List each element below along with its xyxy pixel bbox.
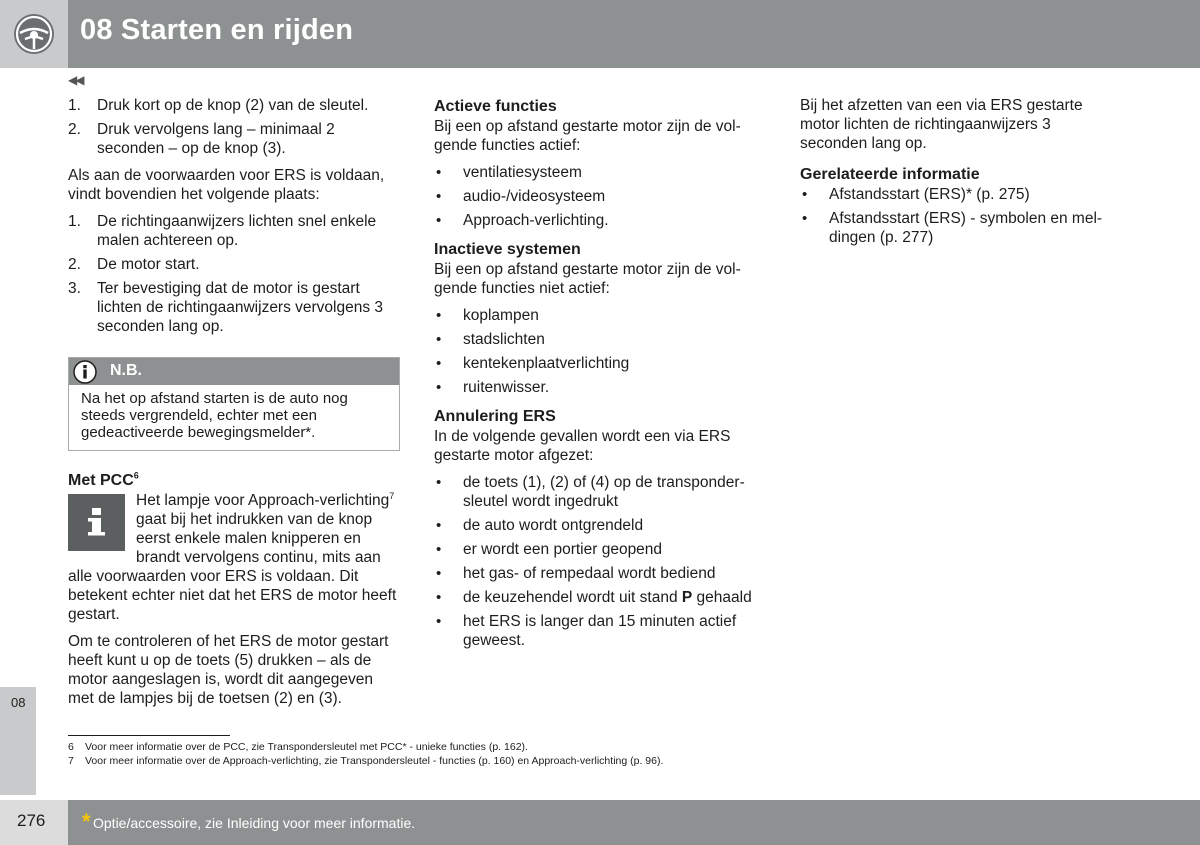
chapter-side-tab bbox=[0, 687, 36, 795]
list-item bbox=[68, 279, 400, 336]
back-nav-icon[interactable]: ◀◀ bbox=[68, 73, 83, 87]
step-text: De motor start. bbox=[97, 256, 200, 273]
step-text: Druk vervolgens lang – minimaal 2 seconden – op de knop (3). bbox=[97, 121, 335, 157]
list-item: • er wordt een portier geopend bbox=[434, 540, 764, 559]
list-item: • het gas- of rempedaal wordt bediend bbox=[434, 564, 764, 583]
step-text: Ter bevestiging dat de motor is gestart lichten de richtingaanwijzers vervolgens 3 seconden lang op. bbox=[97, 280, 384, 335]
footnote-number: 6 bbox=[68, 741, 74, 753]
list-item: • ventilatiesysteem bbox=[434, 163, 764, 182]
list-item: • de toets (1), (2) of (4) op de transpondersleutel wordt ingedrukt bbox=[434, 473, 764, 511]
column-2 bbox=[434, 96, 764, 658]
related-link[interactable]: • Afstandsstart (ERS)* (p. 275) bbox=[800, 185, 1120, 204]
pcc-block bbox=[68, 491, 400, 708]
footnote bbox=[68, 754, 663, 768]
info-symbol-box bbox=[68, 494, 125, 551]
list-item: • koplampen bbox=[434, 306, 764, 325]
column-3 bbox=[800, 96, 1120, 255]
cancel-ers-list bbox=[434, 473, 764, 650]
active-functions-list bbox=[434, 163, 764, 230]
pcc-text: Het lampje voor Approach-verlichting bbox=[136, 492, 390, 509]
pcc-heading-text: Met PCC bbox=[68, 472, 134, 489]
list-item: • het ERS is langer dan 15 minuten actief geweest. bbox=[434, 612, 764, 650]
note-box bbox=[68, 357, 400, 451]
active-functions-paragraph: Bij een op afstand gestarte motor zijn de volgende functies actief: bbox=[434, 118, 741, 154]
related-info-heading: Gerelateerde informatie bbox=[800, 166, 980, 183]
note-body: Na het op afstand starten is de auto nog steeds vergrendeld, echter met een gedeactiveerde bewegingsmelder*. bbox=[81, 390, 348, 441]
step-text: De richtingaanwijzers lichten snel enkele malen achtereen op. bbox=[97, 213, 377, 249]
info-icon bbox=[68, 494, 125, 551]
inactive-systems-list bbox=[434, 306, 764, 397]
footnote-ref: 7 bbox=[389, 490, 395, 501]
footnotes bbox=[68, 740, 663, 768]
chapter-title: 08 Starten en rijden bbox=[80, 14, 354, 46]
footnote-ref: 6 bbox=[133, 470, 139, 481]
step-number: 2. bbox=[68, 121, 81, 138]
note-title: N.B. bbox=[110, 362, 142, 379]
active-functions-heading: Actieve functies bbox=[434, 98, 557, 115]
footnote-text: Voor meer informatie over de PCC, zie Transpondersleutel met PCC* - unieke functies (p. 162). bbox=[85, 741, 528, 753]
step-number: 1. bbox=[68, 97, 81, 114]
list-item: • stadslichten bbox=[434, 330, 764, 349]
list-item: • de auto wordt ontgrendeld bbox=[434, 516, 764, 535]
list-item bbox=[68, 96, 400, 115]
related-info-list bbox=[800, 185, 1120, 247]
list-item-text: gehaald bbox=[692, 589, 752, 606]
list-item bbox=[68, 120, 400, 158]
page-number-box bbox=[0, 800, 68, 845]
list-item-text: de keuzehendel wordt uit stand bbox=[463, 589, 682, 606]
pcc-heading bbox=[68, 471, 400, 490]
pcc-paragraph-2: Om te controleren of het ERS de motor gestart heeft kunt u op de toets (5) drukken – als de motor aangeslagen is, wordt dit aangegeven met de lampjes bij de toetsen (2) en (3). bbox=[68, 633, 389, 707]
inactive-systems-paragraph: Bij een op afstand gestarte motor zijn de volgende functies niet actief: bbox=[434, 261, 741, 297]
conditions-paragraph: Als aan de voorwaarden voor ERS is voldaan, vindt bovendien het volgende plaats: bbox=[68, 167, 385, 203]
footnote-text: Voor meer informatie over de Approach-verlichting, zie Transpondersleutel - functies (p. 160) en Approach-verlichting (p. 96). bbox=[85, 755, 664, 767]
step-text: Druk kort op de knop (2) van de sleutel. bbox=[97, 97, 369, 114]
step-number: 1. bbox=[68, 213, 81, 230]
list-item bbox=[68, 255, 400, 274]
page-footer bbox=[68, 800, 1200, 845]
cancel-ers-paragraph: In de volgende gevallen wordt een via ERS gestarte motor afgezet: bbox=[434, 428, 731, 464]
footnote-number: 7 bbox=[68, 755, 74, 767]
step-number: 2. bbox=[68, 256, 81, 273]
list-item bbox=[68, 212, 400, 250]
footnote bbox=[68, 740, 663, 754]
list-item bbox=[434, 588, 764, 607]
option-star-icon: * bbox=[82, 809, 91, 834]
list-item: • ruitenwisser. bbox=[434, 378, 764, 397]
chapter-number: 08 bbox=[11, 695, 26, 710]
stop-paragraph: Bij het afzetten van een via ERS gestarte motor lichten de richtingaanwijzers 3 seconden lang op. bbox=[800, 97, 1083, 152]
note-header bbox=[69, 358, 399, 385]
list-item: • kentekenplaatverlichting bbox=[434, 354, 764, 373]
footer-note: Optie/accessoire, zie Inleiding voor meer informatie. bbox=[93, 815, 416, 831]
info-icon bbox=[73, 360, 97, 384]
steps-list-a bbox=[68, 96, 400, 158]
page-number: 276 bbox=[17, 811, 46, 830]
page-header bbox=[0, 0, 1200, 68]
pcc-text: gaat bij het indrukken van de knop eerst enkele malen knipperen en brandt vervolgens continu, mits aan alle voorwaarden voor ERS is voldaan. Dit betekent echter niet dat het ERS de motor heeft gestart. bbox=[68, 511, 397, 623]
cancel-ers-heading: Annulering ERS bbox=[434, 408, 556, 425]
list-item: • Approach-verlichting. bbox=[434, 211, 764, 230]
gear-position: P bbox=[681, 589, 693, 606]
steps-list-b bbox=[68, 212, 400, 336]
list-item: • audio-/videosysteem bbox=[434, 187, 764, 206]
column-1 bbox=[68, 96, 400, 716]
inactive-systems-heading: Inactieve systemen bbox=[434, 241, 581, 258]
steering-wheel-icon bbox=[13, 13, 55, 55]
footnote-divider bbox=[68, 735, 230, 736]
related-link[interactable]: • Afstandsstart (ERS) - symbolen en meldingen (p. 277) bbox=[800, 209, 1120, 247]
step-number: 3. bbox=[68, 280, 81, 297]
chapter-icon-box bbox=[0, 0, 68, 68]
